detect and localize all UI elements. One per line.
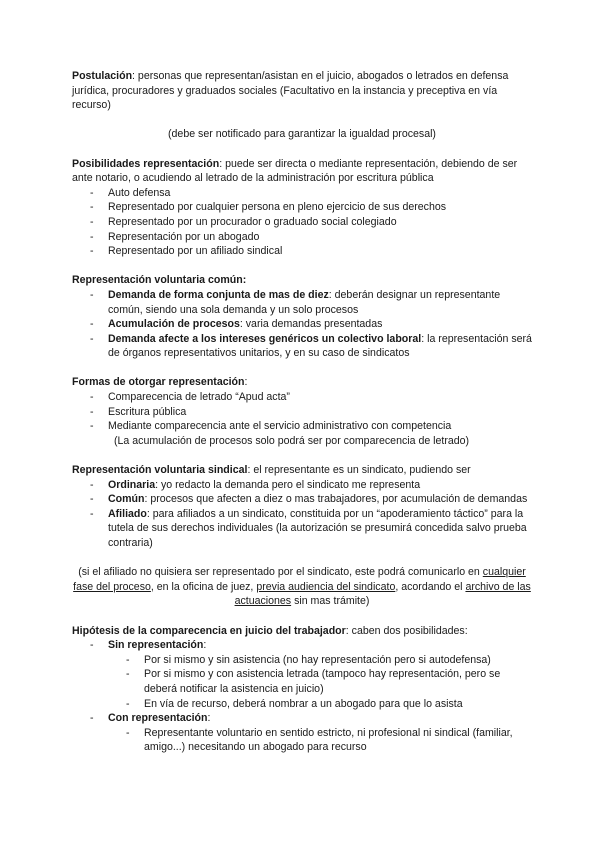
- item-text: : varia demandas presentadas: [239, 318, 383, 331]
- item-text: : deberán designar un representante común, siendo una sola demanda y un solo procesos: [108, 288, 501, 316]
- postulacion-label: Postulación: [72, 70, 133, 82]
- list-item: - Representado por un afiliado sindical: [72, 244, 532, 259]
- note-text: , en la oficina de juez,: [150, 580, 254, 593]
- formas-note: (La acumulación de procesos solo podrá ser por comparecencia de letrado): [114, 434, 470, 447]
- list-item: [72, 317, 532, 332]
- list-item: - Mediante comparecencia ante el servicio administrativo con competencia: [72, 419, 532, 434]
- voluntaria-comun-heading: [72, 273, 532, 288]
- list-item: - Escritura pública: [72, 405, 532, 420]
- item-bold: Ordinaria: [108, 478, 156, 491]
- sindical-paragraph: [72, 463, 532, 478]
- note-notificado: (debe ser notificado para garantizar la igualdad procesal): [168, 128, 436, 141]
- sindical-text: : el representante es un sindicato, pudiendo ser: [247, 464, 471, 477]
- item-bold: Acumulación de procesos: [108, 318, 240, 331]
- postulacion-text: : personas que representan/asistan en el juicio, abogados o letrados en defensa jurídica, procuradores y graduados sociales (Facultativo en la instancia y preceptiva en vía recurso): [72, 70, 509, 112]
- note-text: sin mas trámite): [294, 595, 370, 608]
- item-bold: Demanda de forma conjunta de mas de diez: [108, 288, 329, 301]
- list-item: - Representado por un procurador o graduado social colegiado: [72, 215, 532, 230]
- hipotesis-list-2: [72, 711, 532, 726]
- sin-representacion-label: Sin representación: [108, 639, 204, 652]
- list-item: - Representación por un abogado: [72, 230, 532, 245]
- colon: :: [207, 712, 211, 725]
- posibilidades-label: Posibilidades representación: [72, 157, 220, 170]
- list-item: [72, 478, 532, 493]
- list-item: [72, 332, 532, 361]
- item-text: : yo redacto la demanda pero el sindicato me representa: [155, 478, 421, 491]
- con-representacion-label: Con representación: [108, 712, 208, 725]
- hipotesis-list: [72, 638, 532, 653]
- note-underlined: cualquier fase del proceso: [73, 566, 526, 593]
- colon: :: [203, 639, 207, 652]
- posibilidades-list: [72, 186, 532, 259]
- note-underlined: archivo de las actuaciones: [234, 580, 531, 608]
- list-item: [72, 507, 532, 551]
- list-item: [72, 711, 532, 726]
- list-item: [72, 638, 532, 653]
- note-text: (si el afiliado no quisiera ser representado por el sindicato, este podrá comunicarlo en: [78, 566, 480, 579]
- hipotesis-label: Hipótesis de la comparecencia en juicio del trabajador: [72, 624, 346, 637]
- posibilidades-text: : puede ser directa o mediante representación, debiendo de ser ante notario, o acudiendo al letrado de la administración por escritura pública: [72, 157, 518, 185]
- list-item: - Por si mismo y sin asistencia (no hay representación pero si autodefensa): [72, 653, 532, 668]
- item-text: : para afiliados a un sindicato, constituida por un “apoderamiento táctico” para la tutela de sus derechos individuales (la autorización se presumirá concedida salvo prueba contraria): [108, 507, 527, 549]
- item-bold: Común: [108, 493, 145, 506]
- sin-representacion-list: [72, 653, 532, 711]
- formas-heading: [72, 375, 532, 390]
- note-underlined: previa audiencia del sindicato: [256, 580, 396, 593]
- hipotesis-text: : caben dos posibilidades:: [345, 624, 468, 637]
- posibilidades-paragraph: [72, 157, 532, 186]
- list-item: - Auto defensa: [72, 186, 532, 201]
- list-item: - Comparecencia de letrado “Apud acta”: [72, 390, 532, 405]
- list-item: - Por si mismo y con asistencia letrada (tampoco hay representación, pero se deberá notificar la asistencia en juicio): [72, 667, 532, 696]
- sindical-list: [72, 478, 532, 551]
- postulacion-paragraph: [72, 69, 532, 113]
- note-text: , acordando el: [395, 580, 463, 593]
- item-text: : procesos que afecten a diez o mas trabajadores, por acumulación de demandas: [144, 493, 528, 506]
- con-representacion-list: [72, 726, 532, 755]
- list-item: [72, 492, 532, 507]
- formas-colon: :: [244, 376, 248, 389]
- list-item: - En vía de recurso, deberá nombrar a un abogado para que lo asista: [72, 697, 532, 712]
- voluntaria-comun-label: Representación voluntaria común:: [72, 274, 247, 287]
- list-item: - Representante voluntario en sentido estricto, ni profesional ni sindical (familiar, amigo...) necesitando un abogado para recurso: [72, 726, 532, 755]
- list-item: [72, 288, 532, 317]
- note-afiliado: [72, 565, 532, 609]
- formas-label: Formas de otorgar representación: [72, 376, 245, 389]
- item-text: : la representación será de órganos representativos unitarios, y en su caso de sindicatos: [108, 332, 532, 360]
- formas-list: [72, 390, 532, 434]
- hipotesis-paragraph: [72, 624, 532, 639]
- sindical-label: Representación voluntaria sindical: [72, 464, 248, 477]
- voluntaria-comun-list: [72, 288, 532, 361]
- document-body: [72, 69, 532, 755]
- item-bold: Afiliado: [108, 507, 147, 520]
- list-item: - Representado por cualquier persona en pleno ejercicio de sus derechos: [72, 200, 532, 215]
- item-bold: Demanda afecte a los intereses genéricos un colectivo laboral: [108, 332, 422, 345]
